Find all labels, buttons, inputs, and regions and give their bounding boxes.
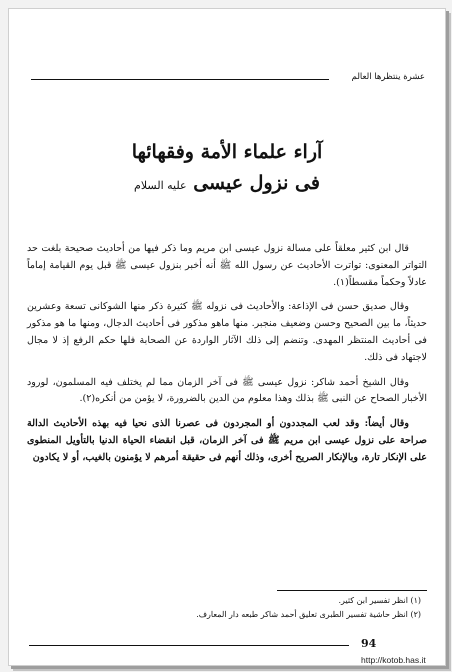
paragraph-ahmad-shakir-continued: وقال أيضاً: وقد لعب المجددون أو المجردون فى عصرنا الذى نحيا فيه بهذه الأحاديث الدالة صراحة على نزول عيسى ابن مريم ﷺ فى آخر الزمان، قبل انقضاء الحياة الدنيا بالتأويل المنطوى على الإنكار تارة، وبالإنكار الصريح أخرى، وذلك أنهم فى حقيقة أمرهم لا يؤمنون بالغيب، أو لا يكادون: [27, 418, 427, 463]
chapter-title-line-2-text: فى نزول عيسى: [193, 172, 320, 194]
chapter-title-line-1: آراء علماء الأمة وفقهائها: [131, 141, 323, 163]
paragraph-ahmad-shakir: وقال الشيخ أحمد شاكر: نزول عيسى ﷺ فى آخر الزمان مما لم يختلف فيه المسلمون، لورود الأخبار الصحاح عن النبى ﷺ بذلك وهذا معلوم من الدين بالضرورة، لا يؤمن من أنكره(٢).: [27, 376, 427, 405]
footnote-separator: [277, 590, 427, 591]
footnote-2: (٢) انظر حاشية تفسير الطبرى تعليق أحمد شاكر طبعه دار المعارف.: [196, 610, 421, 619]
honorific-phrase: عليه السلام: [134, 179, 187, 192]
paragraph-ibn-kathir: قال ابن كثير معلقاً على مسالة نزول عيسى ابن مريم وما ذكر فيها من أحاديث صحيحة بلغت حد التواتر المعنوى: تواترت الأحاديث عن رسول الله ﷺ أنه أخبر بنزول عيسى ﷺ قبل يوم القيامة إماماً عادلاً وحكماً مقسطاً(١).: [27, 243, 427, 288]
footer-rule: [29, 645, 349, 646]
page-number: 94: [361, 637, 377, 650]
chapter-title: [29, 137, 425, 201]
running-title: عشرة ينتظرها العالم: [346, 71, 425, 83]
chapter-title-line-2: [29, 168, 425, 201]
footnote-1: (١) انظر تفسير ابن كثير.: [338, 596, 421, 605]
body-text: [27, 241, 427, 475]
header-rule: [31, 79, 329, 80]
footnotes: [27, 594, 421, 622]
paragraph-siddiq-hasan: وقال صديق حسن فى الإذاعة: والأحاديث فى نزوله ﷺ كثيرة ذكر منها الشوكانى تسعة وعشرين حديثاً، ما بين الصحيح وحسن وضعيف منجبر. منها ماهو مذكور فى أحاديث الدجال، ومنها ما هو مذكور فى أحاديث المنتظر المهدى. وتنضم إلى ذلك الآثار الواردة عن الصحابة فلها حكم الرفع إذ لا مجال لاجتهاد فى ذلك.: [27, 301, 427, 363]
book-page: [8, 8, 446, 666]
running-header: [31, 71, 425, 87]
source-watermark: http://kotob.has.it: [361, 655, 426, 665]
